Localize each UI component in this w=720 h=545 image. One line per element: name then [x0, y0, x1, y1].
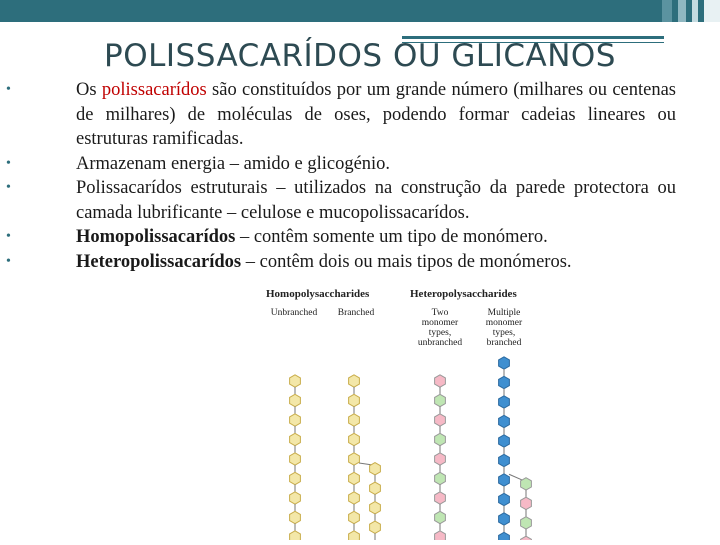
monomer-hexagon — [370, 463, 381, 475]
monomer-hexagon — [435, 511, 446, 523]
monomer-hexagon — [349, 472, 360, 484]
bullet-text: Polissacarídos estruturais – utilizados na construção da parede protectora ou camada lubrificante – celulose e mucopolissacarídos. — [76, 178, 676, 223]
monomer-hexagon — [499, 532, 510, 540]
bullet-list — [6, 78, 676, 274]
bullet-item — [6, 78, 676, 152]
homo-heading: Homopolysaccharides — [266, 288, 370, 300]
monomer-hexagon — [435, 433, 446, 445]
column-label: Unbranched — [270, 308, 318, 318]
bold-term: Heteropolissacarídos — [76, 251, 242, 272]
hetero-heading: Heteropolysaccharides — [410, 288, 517, 300]
monomer-hexagon — [290, 472, 301, 484]
bullet-text: Os — [76, 80, 102, 100]
monomer-hexagon — [349, 375, 360, 387]
bullet-dot: • — [6, 82, 11, 97]
monomer-hexagon — [290, 492, 301, 504]
column-label: Multiple — [487, 308, 521, 318]
monomer-hexagon — [499, 357, 510, 369]
monomer-hexagon — [349, 433, 360, 445]
monomer-hexagon — [290, 375, 301, 387]
monomer-hexagon — [290, 414, 301, 426]
monomer-hexagon — [349, 531, 360, 540]
column-label: unbranched — [417, 338, 463, 348]
column-label: monomer — [485, 318, 523, 328]
decor-square — [678, 0, 686, 22]
polysaccharide-diagram — [258, 283, 718, 540]
monomer-hexagon — [370, 482, 381, 494]
bullet-item — [6, 250, 676, 275]
column-label: monomer — [421, 318, 459, 328]
bullet-dot: • — [6, 229, 11, 244]
bullet-text: Armazenam energia – amido e glicogénio. — [76, 153, 391, 174]
glycosidic-bond — [509, 474, 522, 480]
column-label: Two — [431, 308, 449, 318]
highlighted-term: polissacarídos — [101, 80, 207, 100]
monomer-hexagon — [435, 492, 446, 504]
monomer-hexagon — [499, 474, 510, 486]
monomer-hexagon — [435, 453, 446, 465]
monomer-hexagon — [499, 454, 510, 466]
decor-square — [704, 0, 720, 22]
monomer-hexagon — [521, 536, 532, 540]
monomer-hexagon — [435, 531, 446, 540]
monomer-hexagon — [349, 414, 360, 426]
bullet-text: – contêm somente um tipo de monómero. — [235, 227, 548, 247]
monomer-hexagon — [349, 453, 360, 465]
bullet-item — [6, 225, 676, 250]
monomer-hexagon — [290, 433, 301, 445]
monomer-hexagon — [435, 394, 446, 406]
bullet-item — [6, 152, 676, 177]
decor-square — [662, 0, 672, 22]
column-label: types, — [428, 328, 452, 338]
monomer-hexagon — [435, 414, 446, 426]
bullet-text: são constituídos por um grande número (milhares ou centenas de milhares) de moléculas de oses, podendo formar cadeias lineares ou estruturas ramificadas. — [76, 80, 677, 149]
monomer-hexagon — [521, 517, 532, 529]
column-label: Branched — [337, 308, 375, 318]
monomer-hexagon — [349, 492, 360, 504]
top-bar — [0, 0, 720, 22]
monomer-hexagon — [290, 453, 301, 465]
monomer-hexagon — [499, 513, 510, 525]
monomer-hexagon — [349, 394, 360, 406]
monomer-hexagon — [349, 511, 360, 523]
bullet-dot: • — [6, 180, 11, 195]
monomer-hexagon — [290, 394, 301, 406]
bold-term: Homopolissacarídos — [76, 227, 236, 247]
monomer-hexagon — [370, 502, 381, 514]
monomer-hexagon — [499, 396, 510, 408]
monomer-hexagon — [499, 435, 510, 447]
bullet-dot: • — [6, 155, 11, 171]
monomer-hexagon — [435, 375, 446, 387]
slide-title: POLISSACARÍDOS OU GLICANOS — [104, 38, 616, 74]
monomer-hexagon — [435, 472, 446, 484]
bullet-item — [6, 176, 676, 225]
monomer-hexagon — [499, 376, 510, 388]
glycosidic-bond — [359, 463, 371, 465]
monomer-hexagon — [290, 531, 301, 540]
monomer-hexagon — [499, 415, 510, 427]
decor-square — [692, 0, 698, 22]
bullet-dot: • — [6, 253, 11, 269]
bullet-text: – contêm dois ou mais tipos de monómeros. — [241, 251, 572, 272]
column-label: branched — [486, 338, 522, 348]
monomer-hexagon — [521, 478, 532, 490]
column-label: types, — [492, 328, 516, 338]
monomer-hexagon — [499, 493, 510, 505]
polysaccharide-figure — [258, 283, 718, 540]
monomer-hexagon — [521, 497, 532, 509]
monomer-hexagon — [370, 521, 381, 533]
monomer-hexagon — [290, 511, 301, 523]
